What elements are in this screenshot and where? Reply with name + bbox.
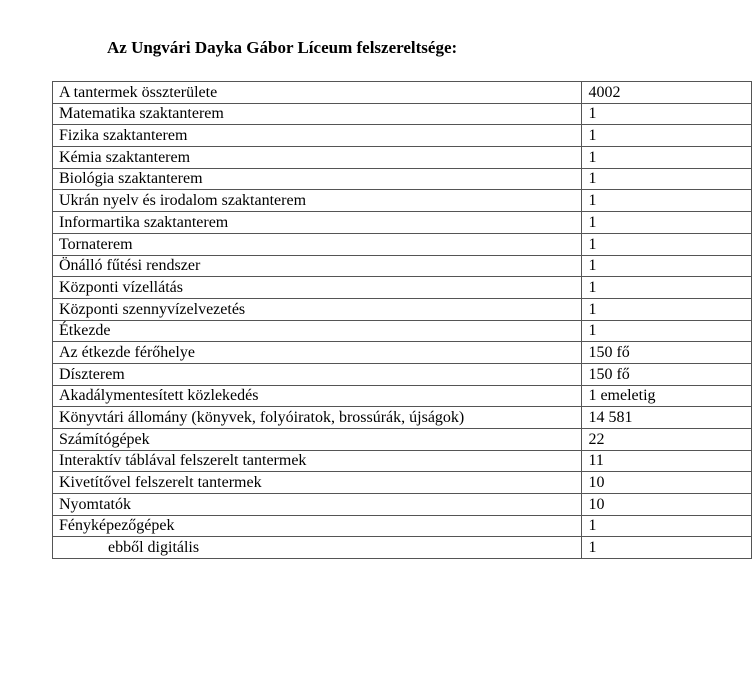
row-label: Díszterem (53, 363, 582, 385)
row-value: 10 (582, 472, 752, 494)
row-value: 150 fő (582, 342, 752, 364)
table-row (53, 190, 752, 212)
row-value: 10 (582, 494, 752, 516)
row-value: 1 (582, 515, 752, 537)
equipment-table-body (53, 82, 752, 559)
table-row (53, 147, 752, 169)
row-label: Tornaterem (53, 233, 582, 255)
row-value: 1 (582, 298, 752, 320)
table-row (53, 515, 752, 537)
table-row (53, 82, 752, 104)
row-label: Informartika szaktanterem (53, 212, 582, 234)
table-row (53, 298, 752, 320)
row-label: Étkezde (53, 320, 582, 342)
row-label: Az étkezde férőhelye (53, 342, 582, 364)
table-row (53, 233, 752, 255)
row-label: Számítógépek (53, 429, 582, 451)
row-value: 1 (582, 103, 752, 125)
table-row (53, 320, 752, 342)
row-value: 1 (582, 537, 752, 559)
table-row (53, 342, 752, 364)
row-label: Nyomtatók (53, 494, 582, 516)
row-value: 1 (582, 212, 752, 234)
row-label: Akadálymentesített közlekedés (53, 385, 582, 407)
row-value: 1 (582, 255, 752, 277)
row-value: 1 (582, 277, 752, 299)
row-value: 1 emeletig (582, 385, 752, 407)
table-row (53, 429, 752, 451)
table-row (53, 103, 752, 125)
table-row (53, 494, 752, 516)
table-row (53, 212, 752, 234)
row-value: 4002 (582, 82, 752, 104)
table-row (53, 407, 752, 429)
table-row (53, 277, 752, 299)
row-label: ebből digitális (53, 537, 582, 559)
row-label: Központi szennyvízelvezetés (53, 298, 582, 320)
row-label: Ukrán nyelv és irodalom szaktanterem (53, 190, 582, 212)
table-row (53, 255, 752, 277)
row-label: Fizika szaktanterem (53, 125, 582, 147)
table-row (53, 168, 752, 190)
table-row (53, 125, 752, 147)
row-value: 1 (582, 168, 752, 190)
row-value: 1 (582, 320, 752, 342)
row-label: Biológia szaktanterem (53, 168, 582, 190)
row-value: 14 581 (582, 407, 752, 429)
row-label: Interaktív táblával felszerelt tantermek (53, 450, 582, 472)
table-row (53, 385, 752, 407)
row-label: Központi vízellátás (53, 277, 582, 299)
table-row (53, 450, 752, 472)
document-title: Az Ungvári Dayka Gábor Líceum felszereltsége: (107, 38, 458, 57)
table-row (53, 472, 752, 494)
row-label: Kémia szaktanterem (53, 147, 582, 169)
row-label: A tantermek összterülete (53, 82, 582, 104)
row-value: 22 (582, 429, 752, 451)
equipment-table (52, 81, 752, 559)
row-value: 1 (582, 190, 752, 212)
table-row (53, 363, 752, 385)
row-value: 1 (582, 147, 752, 169)
row-label: Kivetítővel felszerelt tantermek (53, 472, 582, 494)
row-value: 150 fő (582, 363, 752, 385)
row-label: Önálló fűtési rendszer (53, 255, 582, 277)
row-label: Könyvtári állomány (könyvek, folyóiratok, brossúrák, újságok) (53, 407, 582, 429)
row-value: 1 (582, 233, 752, 255)
row-label: Matematika szaktanterem (53, 103, 582, 125)
row-value: 1 (582, 125, 752, 147)
table-row (53, 537, 752, 559)
row-value: 11 (582, 450, 752, 472)
row-label: Fényképezőgépek (53, 515, 582, 537)
